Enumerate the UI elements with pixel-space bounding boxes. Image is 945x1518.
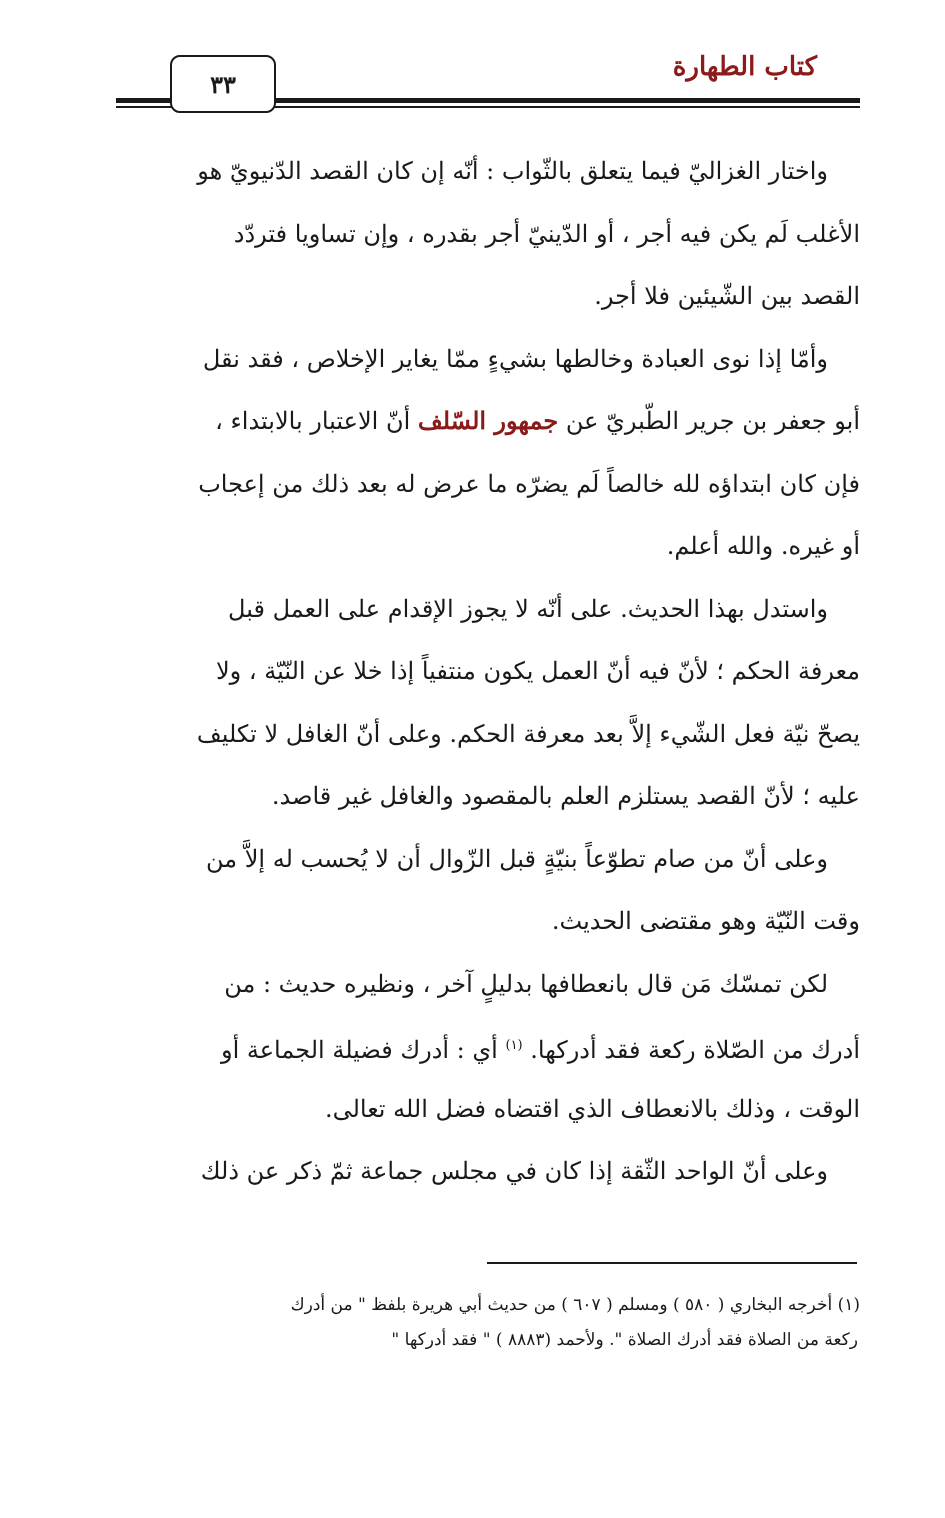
- text-line: الوقت ، وذلك بالانعطاف الذي اقتضاه فضل الله تعالى.: [324, 1094, 860, 1123]
- text-line: أو غيره. والله أعلم.: [666, 532, 860, 560]
- text-line: فإن كان ابتداؤه لله خالصاً لَم يضرّه ما عرض له بعد ذلك من إعجاب: [198, 469, 860, 498]
- text-line: الأغلب لَم يكن فيه أجر ، أو الدّينيّ أجر بقدره ، وإن تساويا فتردّد: [233, 219, 860, 248]
- page-number: ٣٣: [170, 55, 276, 113]
- text-line: عليه ؛ لأنّ القصد يستلزم العلم بالمقصود والغافل غير قاصد.: [271, 782, 860, 810]
- footnote-line: (١) أخرجه البخاري ( ٥٨٠ ) ومسلم ( ٦٠٧ ) من حديث أبي هريرة بلفظ " من أدرك: [290, 1295, 860, 1315]
- footnote-ref[interactable]: (١): [505, 1038, 523, 1053]
- text-segment: أدرك من الصّلاة ركعة فقد أدركها.: [530, 1036, 860, 1064]
- main-text: [116, 140, 860, 1203]
- text-line: وأمّا إذا نوى العبادة وخالطها بشيءٍ ممّا يغاير الإخلاص ، فقد نقل: [202, 344, 828, 373]
- text-line: لكن تمسّك مَن قال بانعطافها بدليلٍ آخر ، ونظيره حديث : من: [224, 969, 828, 998]
- text-segment: أبو جعفر بن جرير الطّبريّ عن: [565, 407, 860, 435]
- text-line: وعلى أنّ من صام تطوّعاً بنيّةٍ قبل الزّوال أن لا يُحسب له إلاَّ من: [205, 844, 828, 873]
- text-line: معرفة الحكم ؛ لأنّ فيه أنّ العمل يكون منتفياً إذا خلا عن النّيّة ، ولا: [215, 657, 860, 685]
- text-line: وعلى أنّ الواحد الثّقة إذا كان في مجلس جماعة ثمّ ذكر عن ذلك: [200, 1157, 828, 1185]
- text-line: واختار الغزاليّ فيما يتعلق بالثّواب : أنّه إن كان القصد الدّنيويّ هو: [197, 157, 828, 185]
- text-line: القصد بين الشّيئين فلا أجر.: [594, 282, 860, 310]
- footnote-divider: [487, 1262, 857, 1264]
- text-line: يصحّ نيّة فعل الشّيء إلاَّ بعد معرفة الحكم. وعلى أنّ الغافل لا تكليف: [196, 719, 860, 748]
- text-line: [116, 1015, 860, 1078]
- highlighted-term: جمهور السّلف: [417, 406, 559, 435]
- text-segment: أي : أدرك فضيلة الجماعة أو: [220, 1036, 498, 1064]
- footnotes: [116, 1288, 860, 1358]
- text-line: وقت النّيّة وهو مقتضى الحديث.: [551, 907, 860, 935]
- footnote-line: ركعة من الصلاة فقد أدرك الصلاة ". ولأحمد (٨٨٨٣ ) " فقد أدركها ": [391, 1330, 858, 1350]
- text-line: واستدل بهذا الحديث. على أنّه لا يجوز الإقدام على العمل قبل: [228, 594, 828, 623]
- text-line: [116, 390, 860, 453]
- book-title: كتاب الطهارة: [672, 52, 817, 82]
- text-segment: أنّ الاعتبار بالابتداء ،: [215, 407, 411, 435]
